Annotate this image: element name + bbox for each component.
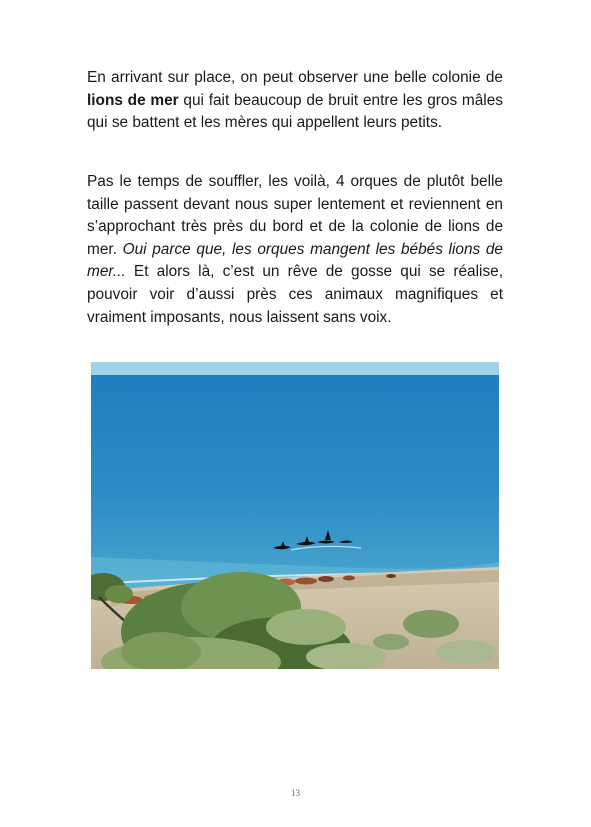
paragraph1-text-end: qui fait beaucoup de bruit entre les gros mâles qui se battent et les mères qui appellent leurs petits. (87, 91, 503, 132)
paragraph2-text-end: Et alors là, c’est un rêve de gosse qui se réalise, pouvoir voir d’aussi près ces animaux magnifiques et vraiment imposants, nous laissent sans voix. (87, 263, 503, 326)
paragraph-orcas (87, 171, 503, 329)
orcas-sea-lion-beach-photo (91, 362, 499, 669)
paragraph2-text-start: Pas le temps de souffler, les voilà, 4 orques de plutôt belle taille passent devant nous super lentement et reviennent en s’approchant très près du bord et de la colonie de lions de mer. (87, 173, 503, 258)
paragraph2-italic-phrase: Oui parce que, les orques mangent les bébés lions de mer... (87, 240, 503, 281)
page-number: 13 (291, 788, 300, 798)
paragraph1-text-start: En arrivant sur place, on peut observer une belle colonie de (87, 69, 503, 86)
sky (91, 362, 499, 377)
paragraph1-bold-phrase: lions de mer (87, 91, 179, 109)
paragraph-sea-lions (87, 67, 503, 135)
sea (91, 375, 499, 590)
